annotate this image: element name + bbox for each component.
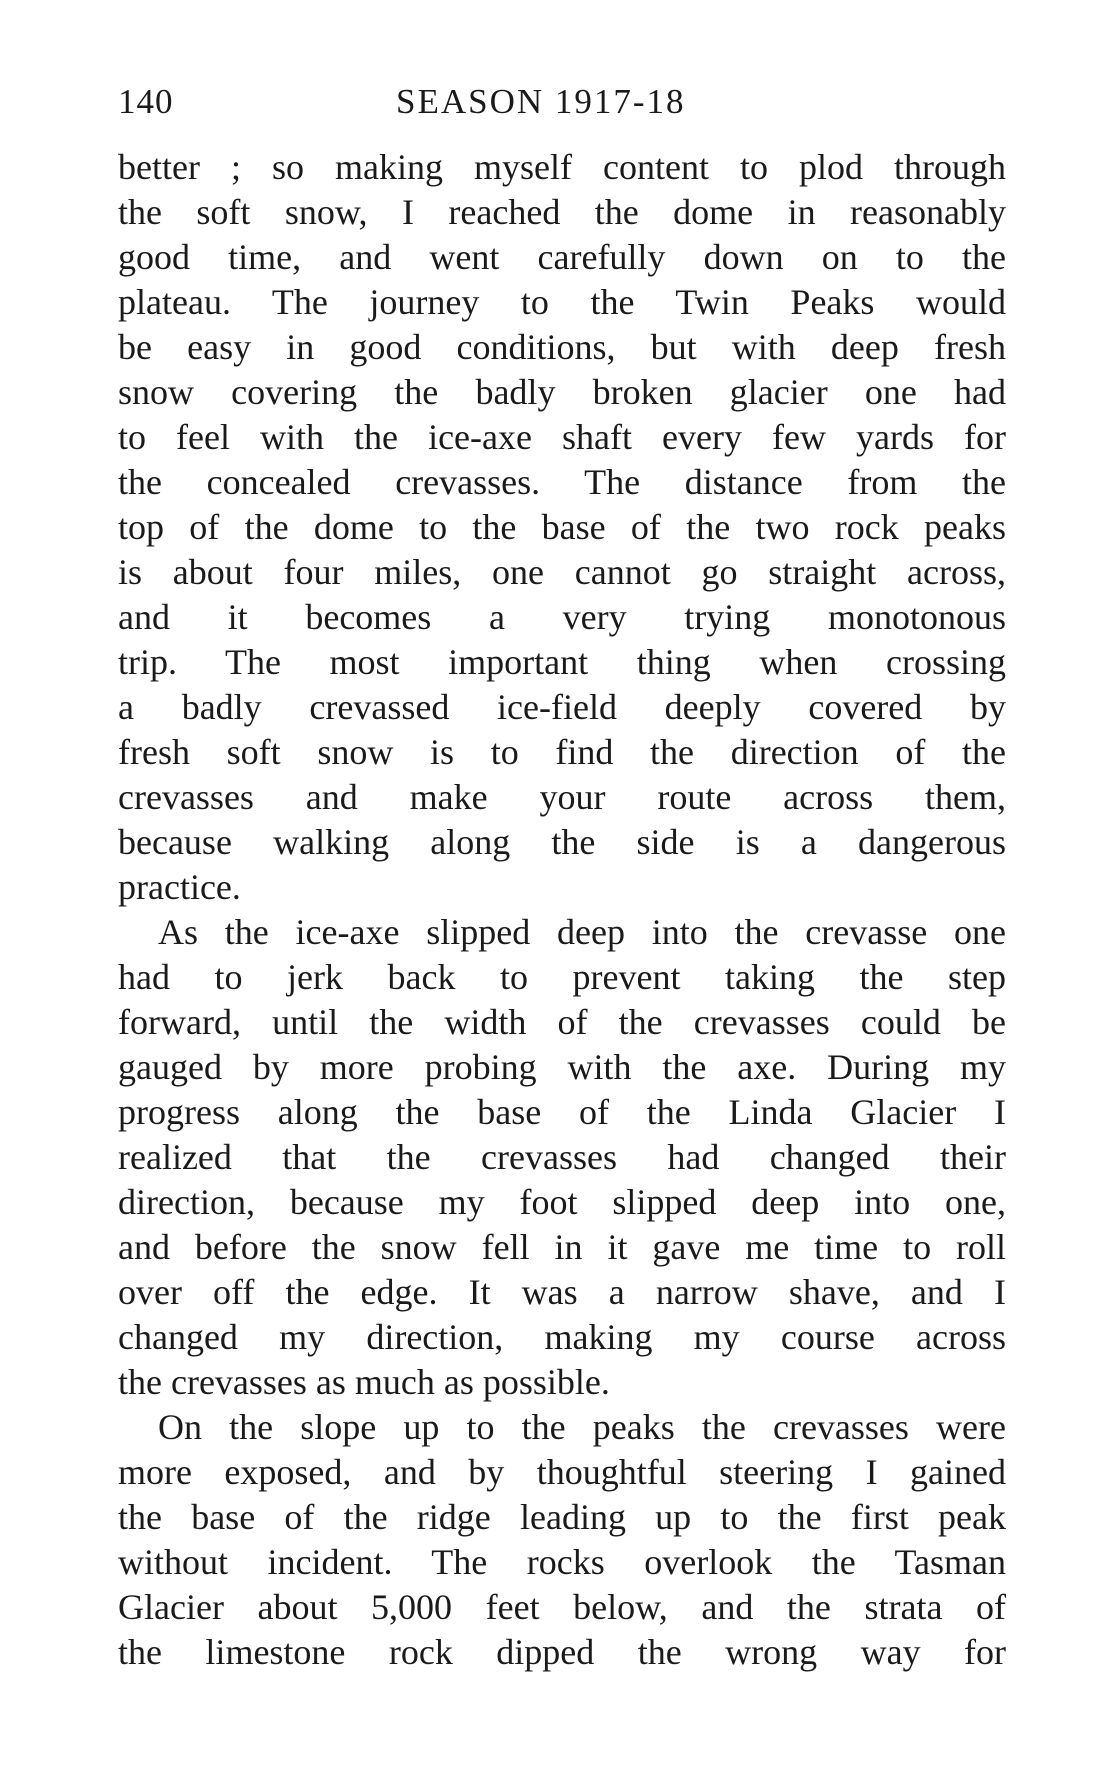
text-line: the base of the ridge leading up to the first peak [118,1497,1006,1537]
text-line: and it becomes a very trying monotonous [118,597,1006,637]
text-line: is about four miles, one cannot go straight across, [118,552,1006,592]
text-line: over off the edge. It was a narrow shave, and I [118,1272,1006,1312]
text-line: had to jerk back to prevent taking the step [118,957,1006,997]
text-line: realized that the crevasses had changed their [118,1137,1006,1177]
text-line: top of the dome to the base of the two rock peaks [118,507,1006,547]
text-line: without incident. The rocks overlook the Tasman [118,1542,1006,1582]
body-text [118,145,1006,1675]
text-line: better ; so making myself content to plod through [118,147,1006,187]
text-line: practice. [118,867,241,907]
text-line: trip. The most important thing when crossing [118,642,1006,682]
text-line: be easy in good conditions, but with deep fresh [118,327,1006,367]
running-head [118,82,1008,126]
text-line: On the slope up to the peaks the crevasses were [158,1407,1006,1447]
text-line: Glacier about 5,000 feet below, and the strata of [118,1587,1006,1627]
text-line: As the ice-axe slipped deep into the crevasse one [158,912,1006,952]
text-line: the concealed crevasses. The distance from the [118,462,1006,502]
text-line: the limestone rock dipped the wrong way for [118,1632,1006,1672]
text-line: crevasses and make your route across them, [118,777,1006,817]
text-line: good time, and went carefully down on to the [118,237,1006,277]
text-line: more exposed, and by thoughtful steering I gained [118,1452,1006,1492]
text-line: progress along the base of the Linda Glacier I [118,1092,1006,1132]
page-number: 140 [118,82,174,121]
text-line: the crevasses as much as possible. [118,1362,610,1402]
text-line: to feel with the ice-axe shaft every few yards for [118,417,1006,457]
text-line: plateau. The journey to the Twin Peaks would [118,282,1006,322]
text-line: changed my direction, making my course across [118,1317,1006,1357]
text-line: forward, until the width of the crevasses could be [118,1002,1006,1042]
text-line: direction, because my foot slipped deep into one, [118,1182,1006,1222]
text-line: a badly crevassed ice-field deeply covered by [118,687,1006,727]
text-line: fresh soft snow is to find the direction of the [118,732,1006,772]
text-line: because walking along the side is a dangerous [118,822,1006,862]
text-line: gauged by more probing with the axe. During my [118,1047,1006,1087]
text-line: the soft snow, I reached the dome in reasonably [118,192,1006,232]
text-line: and before the snow fell in it gave me time to roll [118,1227,1006,1267]
text-line: snow covering the badly broken glacier one had [118,372,1006,412]
running-title: SEASON 1917-18 [396,82,686,121]
